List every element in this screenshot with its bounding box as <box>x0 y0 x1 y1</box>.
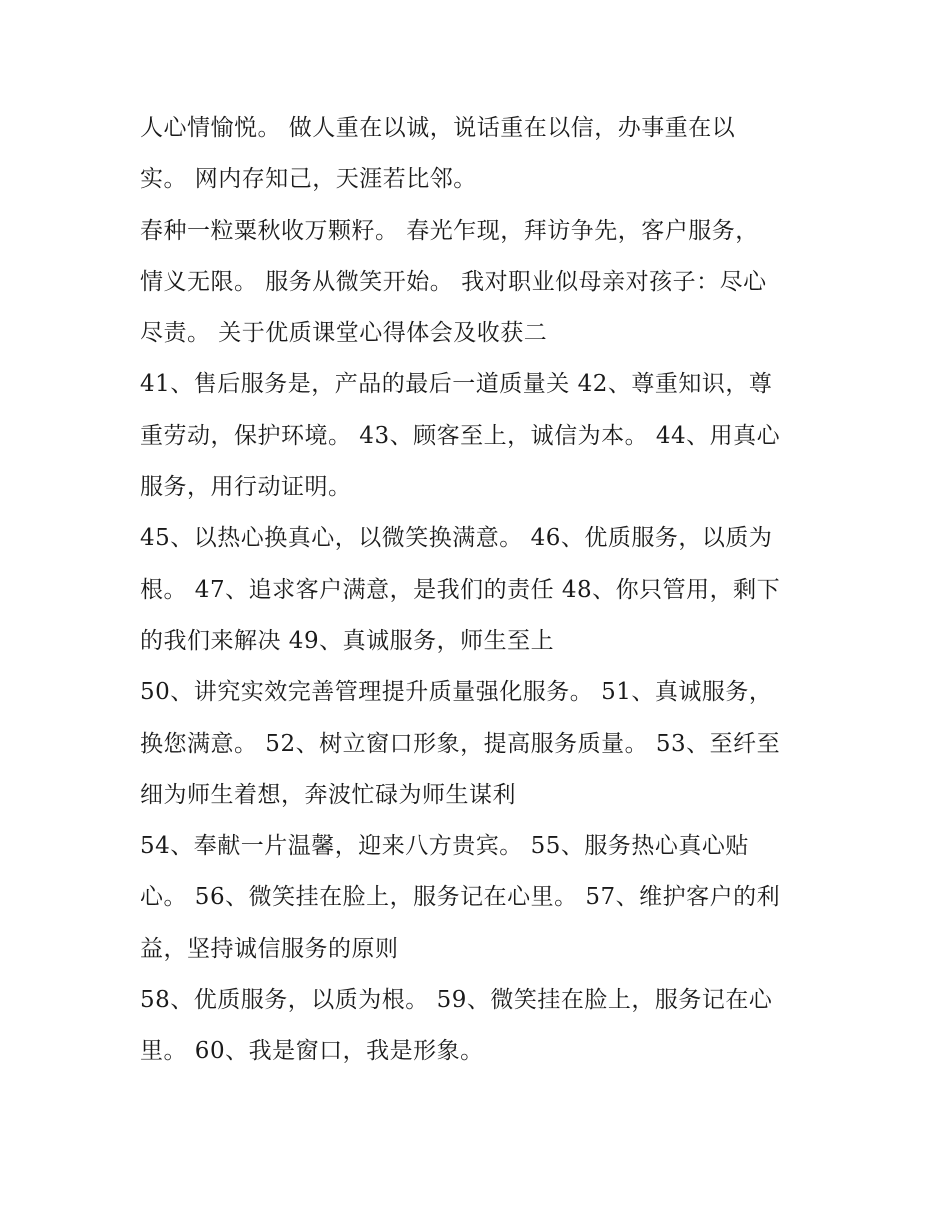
text-line: 细为师生着想，奔波忙碌为师生谋利 <box>140 781 516 808</box>
text-line: 服务，用行动证明。 <box>140 474 352 501</box>
paragraph-1 <box>140 103 820 206</box>
text-line: 58、优质服务，以质为根。 59、微笑挂在脸上，服务记在心 <box>140 987 773 1014</box>
text-line: 根。 47、追求客户满意，是我们的责任 48、你只管用，剩下 <box>140 576 781 603</box>
text-line: 换您满意。 52、树立窗口形象，提高服务质量。 53、至纤至 <box>140 730 781 757</box>
text-line: 50、讲究实效完善管理提升质量强化服务。 51、真诚服务， <box>140 679 773 706</box>
text-line: 的我们来解决 49、真诚服务，师生至上 <box>140 627 555 654</box>
paragraph-6 <box>140 821 820 975</box>
text-line: 45、以热心换真心，以微笑换满意。 46、优质服务，以质为 <box>140 525 773 552</box>
text-line: 尽责。 关于优质课堂心得体会及收获二 <box>140 320 548 347</box>
text-line: 里。 60、我是窗口，我是形象。 <box>140 1038 484 1065</box>
paragraph-5 <box>140 667 820 821</box>
text-line: 心。 56、微笑挂在脸上，服务记在心里。 57、维护客户的利 <box>140 884 781 911</box>
paragraph-2 <box>140 206 820 360</box>
paragraph-4 <box>140 513 820 667</box>
text-line: 情义无限。 服务从微笑开始。 我对职业似母亲对孩子：尽心 <box>140 268 767 295</box>
text-line: 益，坚持诚信服务的原则 <box>140 935 399 962</box>
text-line: 实。 网内存知己，天涯若比邻。 <box>140 166 477 193</box>
text-line: 春种一粒粟秋收万颗籽。 春光乍现，拜访争先，客户服务， <box>140 217 759 244</box>
text-line: 54、奉献一片温馨，迎来八方贵宾。 55、服务热心真心贴 <box>140 833 749 860</box>
text-line: 人心情愉悦。 做人重在以诚，说话重在以信，办事重在以 <box>140 115 736 141</box>
paragraph-3 <box>140 359 820 513</box>
text-line: 41、售后服务是，产品的最后一道质量关 42、尊重知识，尊 <box>140 371 773 398</box>
document-body <box>140 103 820 1078</box>
text-line: 重劳动，保护环境。 43、顾客至上，诚信为本。 44、用真心 <box>140 422 781 449</box>
paragraph-7 <box>140 975 820 1078</box>
